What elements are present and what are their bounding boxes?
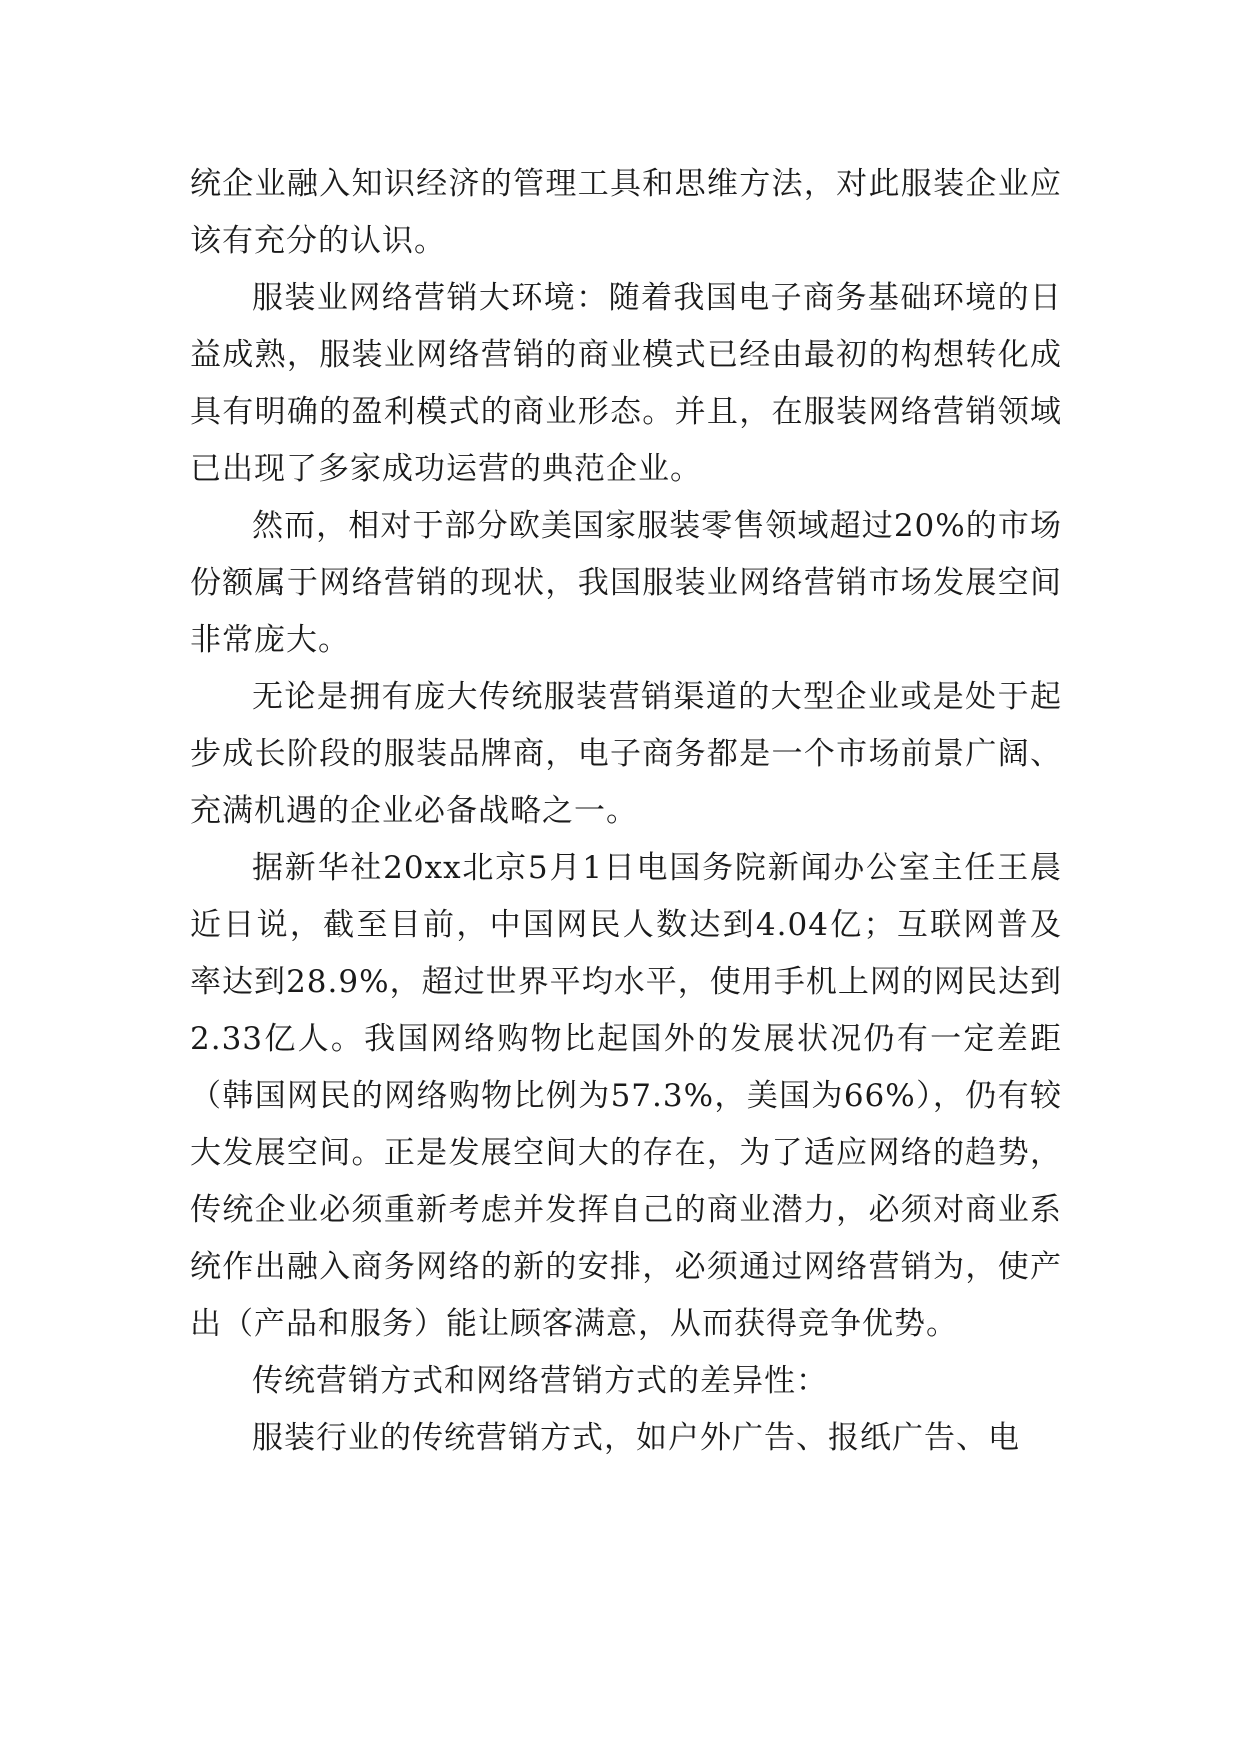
document-body <box>190 156 1062 1467</box>
paragraph-5: 据新华社20xx北京5月1日电国务院新闻办公室主任王晨近日说，截至目前，中国网民人数达到4.04亿；互联网普及率达到28.9%，超过世界平均水平，使用手机上网的网民达到2.33亿人。我国网络购物比起国外的发展状况仍有一定差距（韩国网民的网络购物比例为57.3%，美国为66%），仍有较大发展空间。正是发展空间大的存在，为了适应网络的趋势，传统企业必须重新考虑并发挥自己的商业潜力，必须对商业系统作出融入商务网络的新的安排，必须通过网络营销为，使产出（产品和服务）能让顾客满意，从而获得竞争优势。 <box>190 850 1062 1342</box>
paragraph-1: 统企业融入知识经济的管理工具和思维方法，对此服装企业应该有充分的认识。 <box>190 166 1062 259</box>
paragraph-4: 无论是拥有庞大传统服装营销渠道的大型企业或是处于起步成长阶段的服装品牌商，电子商务都是一个市场前景广阔、充满机遇的企业必备战略之一。 <box>190 679 1062 829</box>
paragraph-3: 然而，相对于部分欧美国家服装零售领域超过20%的市场份额属于网络营销的现状，我国服装业网络营销市场发展空间非常庞大。 <box>190 508 1062 658</box>
paragraph-6: 传统营销方式和网络营销方式的差异性： <box>252 1363 828 1399</box>
paragraph-7: 服装行业的传统营销方式，如户外广告、报纸广告、电 <box>252 1420 1020 1456</box>
paragraph-2: 服装业网络营销大环境：随着我国电子商务基础环境的日益成熟，服装业网络营销的商业模式已经由最初的构想转化成具有明确的盈利模式的商业形态。并且，在服装网络营销领域已出现了多家成功运营的典范企业。 <box>190 280 1062 487</box>
